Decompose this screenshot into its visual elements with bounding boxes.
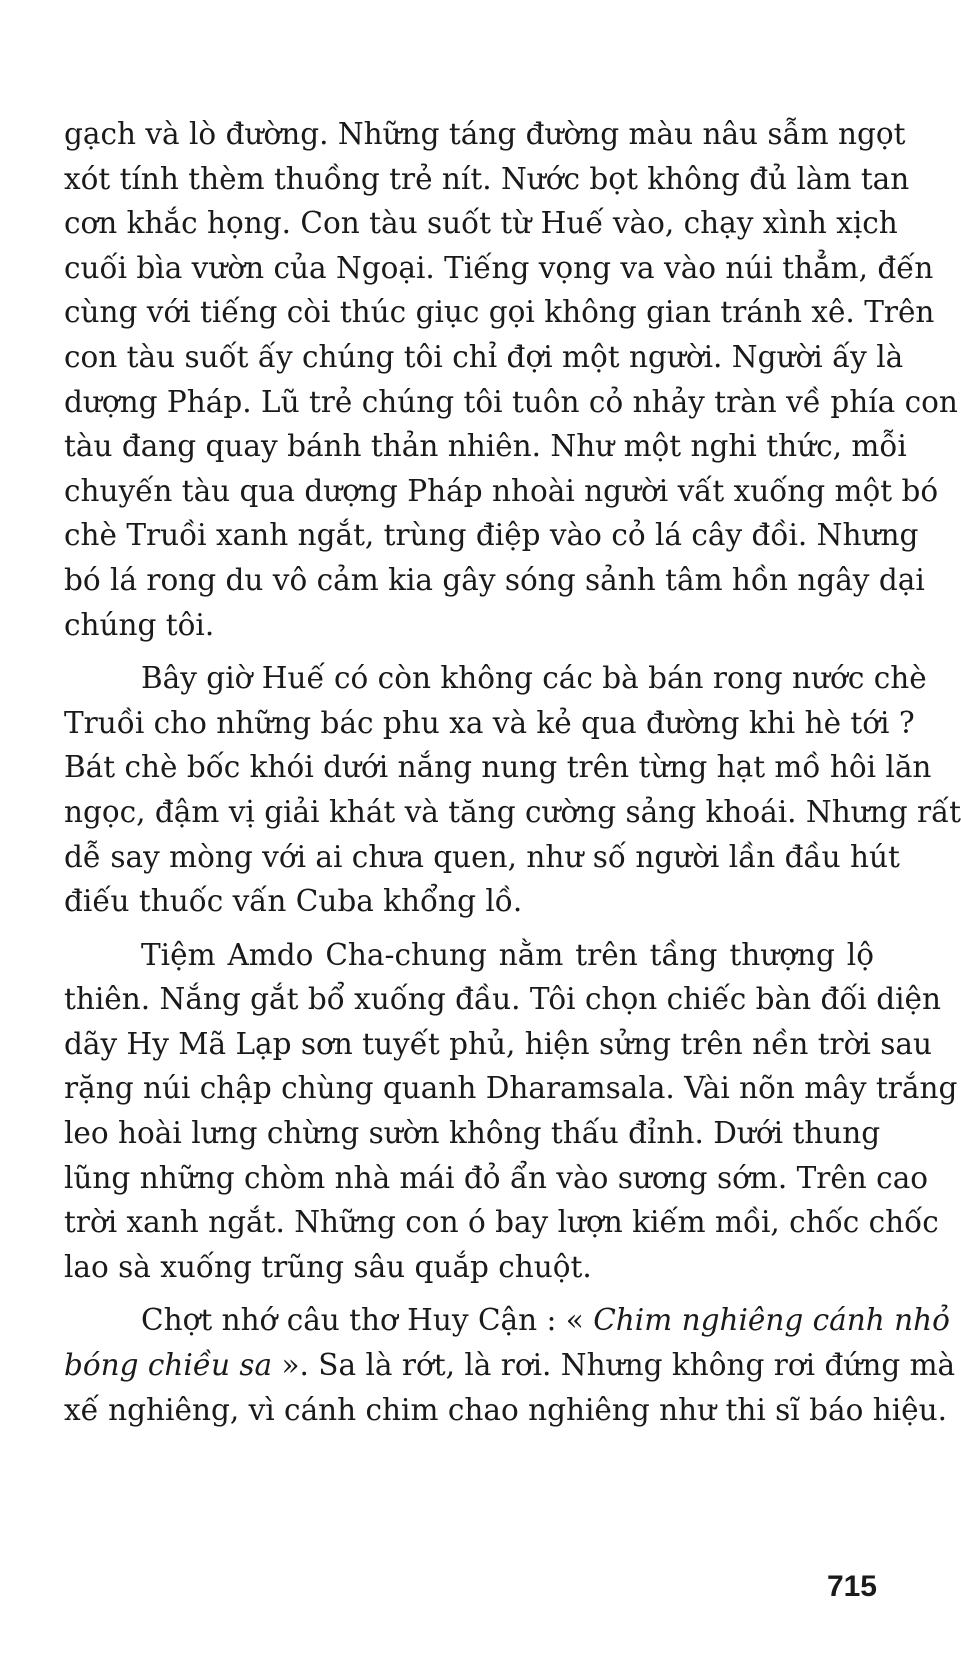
text-line: lao sà xuống trũng sâu quắp chuột. [64,1249,592,1284]
text-line: lũng những chòm nhà mái đỏ ẩn vào sương sớm. Trên cao [64,1160,929,1195]
paragraph-1 [64,112,958,647]
paragraph-2 [64,656,961,924]
text-line [64,1343,956,1388]
poem-quote: bóng chiều sa [64,1348,273,1383]
text-line: cùng với tiếng còi thúc giục gọi không gian tránh xê. Trên [64,295,935,330]
text-line: chúng tôi. [64,607,215,642]
text-line: xót tính thèm thuồng trẻ nít. Nước bọt không đủ làm tan [64,161,910,196]
paragraph-4 [64,1298,956,1432]
text-line: xế nghiêng, vì cánh chim chao nghiêng như thi sĩ báo hiệu. [64,1392,947,1427]
text-line: dễ say mòng với ai chưa quen, như số người lần đầu hút [64,839,900,874]
text-line: chuyến tàu qua dượng Pháp nhoài người vất xuống một bó [64,473,939,508]
text-line [64,1298,950,1343]
text-line: gạch và lò đường. Những táng đường màu nâu sẫm ngọt [64,117,906,151]
text-line: Tiệm Amdo Cha-chung nằm trên tầng thượng lộ [141,937,874,972]
text-line: dãy Hy Mã Lạp sơn tuyết phủ, hiện sửng trên nền trời sau [64,1026,932,1061]
text-line: Bây giờ Huế có còn không các bà bán rong nước chè [141,661,927,696]
text-line: Truồi cho những bác phu xa và kẻ qua đường khi hè tới ? [64,705,915,740]
paragraph-3 [64,933,958,1290]
text-line: cơn khắc họng. Con tàu suốt từ Huế vào, chạy xình xịch [64,206,898,241]
text-line: con tàu suốt ấy chúng tôi chỉ đợi một người. Người ấy là [64,339,904,374]
text-line: ngọc, đậm vị giải khát và tăng cường sảng khoái. Nhưng rất [64,794,961,829]
text-line: cuối bìa vườn của Ngoại. Tiếng vọng va vào núi thẳm, đến [64,250,934,285]
text-line: bó lá rong du vô cảm kia gây sóng sảnh tâm hồn ngây dại [64,562,925,597]
text-line: chè Truồi xanh ngắt, trùng điệp vào cỏ lá cây đồi. Nhưng [64,518,919,553]
poem-quote: Chim nghiêng cánh nhỏ [593,1303,950,1338]
text-line: thiên. Nắng gắt bổ xuống đầu. Tôi chọn chiếc bàn đối diện [64,982,941,1017]
text-line: trời xanh ngắt. Những con ó bay lượn kiếm mồi, chốc chốc [64,1205,939,1240]
page-number: 715 [826,1570,877,1603]
text-fragment: Chợt nhớ câu thơ Huy Cận : « [141,1303,594,1338]
text-fragment: ». Sa là rớt, là rơi. Nhưng không rơi đứng mà [272,1348,956,1383]
text-line: Bát chè bốc khói dưới nắng nung trên từng hạt mồ hôi lăn [64,750,932,785]
body-text [64,112,961,1441]
text-line: rặng núi chập chùng quanh Dharamsala. Vài nõn mây trắng [64,1071,958,1106]
text-line: tàu đang quay bánh thản nhiên. Như một nghi thức, mỗi [64,429,907,464]
text-line: dượng Pháp. Lũ trẻ chúng tôi tuôn cỏ nhảy tràn về phía con [64,384,958,419]
text-line: điếu thuốc vấn Cuba khổng lồ. [64,884,523,919]
text-line: leo hoài lưng chừng sườn không thấu đỉnh. Dưới thung [64,1116,881,1151]
